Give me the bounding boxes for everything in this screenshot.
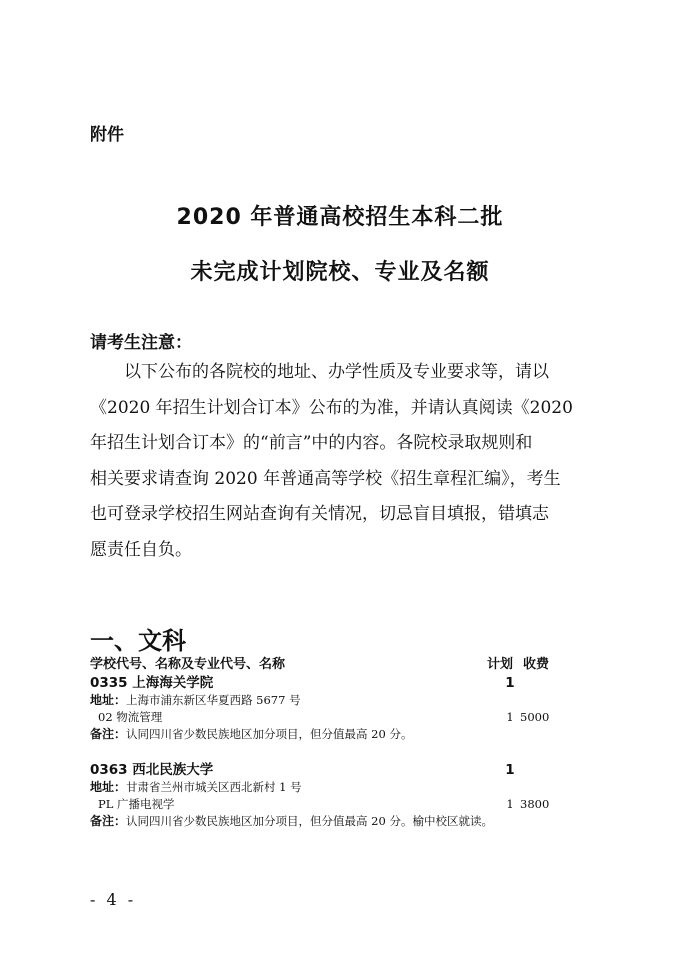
remark-label: 备注： <box>90 814 127 828</box>
header-fee: 收费 <box>523 657 550 672</box>
header-plan: 计划 <box>486 657 513 672</box>
major-plan: 1 <box>506 710 514 724</box>
school-remark-row <box>90 813 590 830</box>
major-fee: 3800 <box>520 797 550 811</box>
notice-line: 也可登录学校招生网站查询有关情况，切忌盲目填报，错填志 <box>90 504 549 524</box>
school-code-name: 0335 上海海关学院 <box>90 675 214 691</box>
address-label: 地址： <box>90 780 127 794</box>
school-plan: 1 <box>505 762 515 778</box>
school-code-name: 0363 西北民族大学 <box>90 762 214 778</box>
header-name: 学校代号、名称及专业代号、名称 <box>90 657 286 672</box>
notice-line: 愿责任自负。 <box>90 539 192 560</box>
school-row <box>90 675 590 692</box>
address-label: 地址： <box>90 693 127 707</box>
major-row <box>90 796 590 813</box>
page-number: - 4 - <box>90 890 137 909</box>
attachment-label: 附件 <box>90 125 124 145</box>
school-address: 上海市浦东新区华夏西路 5677 号 <box>126 693 301 707</box>
title-line-1: 2020 年普通高校招生本科二批 <box>176 205 504 230</box>
school-plan: 1 <box>505 675 515 691</box>
remark-label: 备注： <box>90 727 127 741</box>
notice-heading: 请考生注意： <box>90 333 192 353</box>
school-row <box>90 762 590 779</box>
major-name: 02 物流管理 <box>98 710 163 724</box>
section-heading: 一、文科 <box>90 627 186 655</box>
school-address-row <box>90 779 590 796</box>
notice-line: 相关要求请查询 2020 年普通高等学校《招生章程汇编》，考生 <box>90 468 561 489</box>
school-address: 甘肃省兰州市城关区西北新村 1 号 <box>126 780 302 794</box>
major-plan: 1 <box>506 797 514 811</box>
school-remark: 认同四川省少数民族地区加分项目，但分值最高 20 分。榆中校区就读。 <box>126 814 493 828</box>
notice-line: 年招生计划合订本》的“前言”中的内容。各院校录取规则和 <box>90 433 533 453</box>
school-remark: 认同四川省少数民族地区加分项目，但分值最高 20 分。 <box>126 727 413 741</box>
row-spacer <box>90 743 590 762</box>
major-row <box>90 709 590 726</box>
quota-table <box>90 656 590 830</box>
school-address-row <box>90 692 590 709</box>
table-header <box>90 656 590 675</box>
major-fee: 5000 <box>520 710 550 724</box>
notice-line: 以下公布的各院校的地址、办学性质及专业要求等，请以 <box>124 362 549 382</box>
school-remark-row <box>90 726 590 743</box>
notice-line: 《2020 年招生计划合订本》公布的为准，并请认真阅读《2020 <box>90 397 573 418</box>
notice-body <box>90 355 605 568</box>
title-line-2: 未完成计划院校、专业及名额 <box>190 260 490 285</box>
major-name: PL 广播电视学 <box>98 797 175 811</box>
